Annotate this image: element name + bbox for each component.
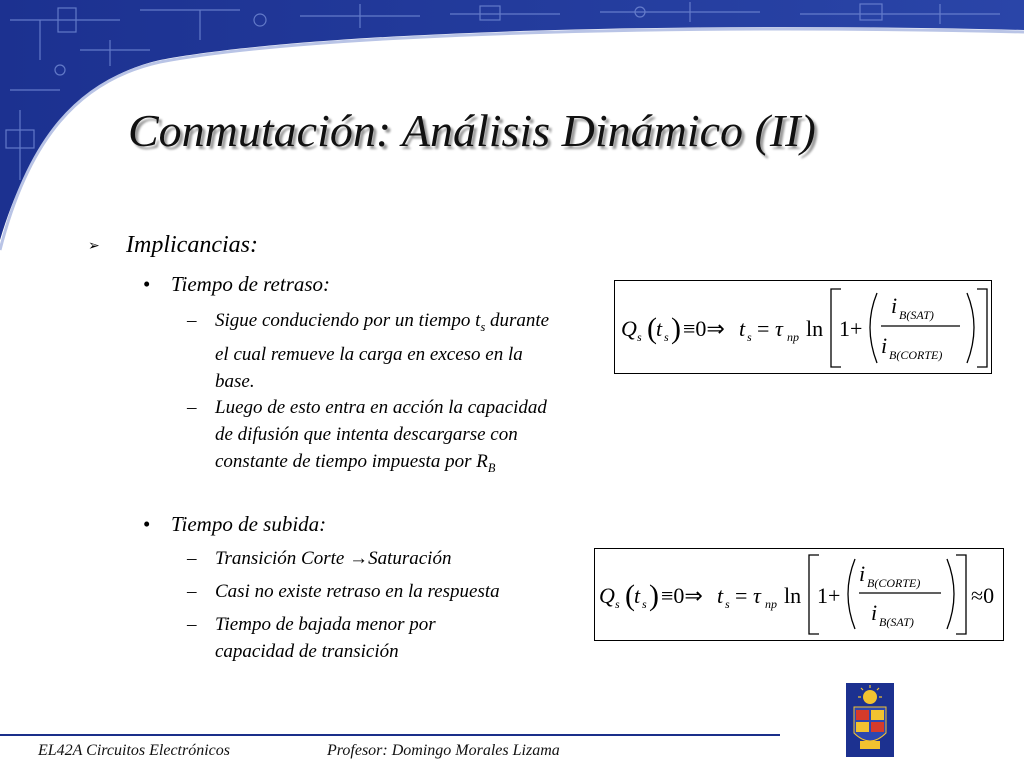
svg-text:i: i: [881, 333, 888, 358]
list-item: – Luego de esto entra en acción la capacidad de difusión que intenta descargarse con constante de tiempo impuesta por $R_B$: [215, 394, 565, 482]
svg-text:t: t: [634, 583, 641, 608]
svg-text:s: s: [747, 330, 752, 344]
svg-text:s: s: [664, 330, 669, 344]
section-tiempo-subida: [143, 512, 327, 537]
svg-text:≡0⇒: ≡0⇒: [683, 316, 725, 341]
svg-text:B(CORTE): B(CORTE): [867, 576, 921, 590]
svg-text:np: np: [765, 597, 777, 611]
arrow-bullet-icon: ➢: [88, 239, 100, 254]
svg-text:≈0: ≈0: [971, 583, 995, 608]
list-item: – Transición Corte →Saturación: [215, 545, 575, 572]
footer-course: EL42A Circuitos Electrónicos: [38, 742, 230, 759]
dash-icon: –: [187, 310, 197, 331]
footer-divider: [0, 734, 780, 736]
svg-text:ln: ln: [784, 583, 802, 608]
dash-icon: –: [187, 548, 197, 569]
svg-text:B(SAT): B(SAT): [899, 308, 934, 322]
list-item: – Sigue conduciendo por un tiempo $t_s$ durante el cual remueve la carga en exceso en la base.: [215, 307, 565, 395]
svg-text:t: t: [656, 316, 663, 341]
svg-text:1+: 1+: [817, 583, 841, 608]
svg-text:t: t: [739, 316, 746, 341]
dash-icon: –: [187, 397, 197, 418]
section-tiempo-retraso: [143, 272, 331, 297]
svg-text:Q: Q: [599, 583, 615, 608]
svg-text:i: i: [871, 600, 878, 625]
footer-professor: Profesor: Domingo Morales Lizama: [327, 742, 560, 759]
svg-text:s: s: [725, 597, 730, 611]
formula-box-2: [594, 548, 1004, 641]
slide-title: Conmutación: Análisis Dinámico (II): [128, 105, 816, 156]
svg-text:Q: Q: [621, 316, 637, 341]
svg-text:np: np: [787, 330, 799, 344]
list-item: – Tiempo de bajada menor por capacidad de transición: [215, 611, 515, 665]
svg-text:=: =: [735, 583, 748, 608]
list-item: – Casi no existe retraso en la respuesta: [215, 578, 575, 605]
heading-text: Implicancias:: [126, 232, 258, 258]
section-label: Tiempo de subida:: [171, 512, 327, 536]
formula-box-1: [614, 280, 992, 374]
dash-icon: –: [187, 581, 197, 602]
university-crest-logo: [846, 683, 894, 757]
svg-text:B(SAT): B(SAT): [879, 615, 914, 629]
svg-text:): ): [671, 312, 681, 345]
bullet-icon: •: [143, 272, 151, 296]
svg-text:=: =: [757, 316, 770, 341]
section-label: Tiempo de retraso:: [171, 272, 331, 296]
bullet-icon: •: [143, 512, 151, 536]
svg-text:s: s: [642, 597, 647, 611]
svg-text:B(CORTE): B(CORTE): [889, 348, 943, 362]
svg-text:ln: ln: [806, 316, 824, 341]
svg-text:τ: τ: [753, 583, 761, 608]
svg-text:≡0⇒: ≡0⇒: [661, 583, 703, 608]
svg-text:(: (: [625, 579, 635, 612]
svg-text:): ): [649, 579, 659, 612]
svg-text:i: i: [891, 293, 898, 318]
svg-text:1+: 1+: [839, 316, 863, 341]
dash-icon: –: [187, 614, 197, 635]
svg-text:τ: τ: [775, 316, 783, 341]
svg-text:s: s: [637, 330, 642, 344]
svg-text:i: i: [859, 561, 866, 586]
svg-text:s: s: [615, 597, 620, 611]
svg-text:(: (: [647, 312, 657, 345]
svg-text:t: t: [717, 583, 724, 608]
